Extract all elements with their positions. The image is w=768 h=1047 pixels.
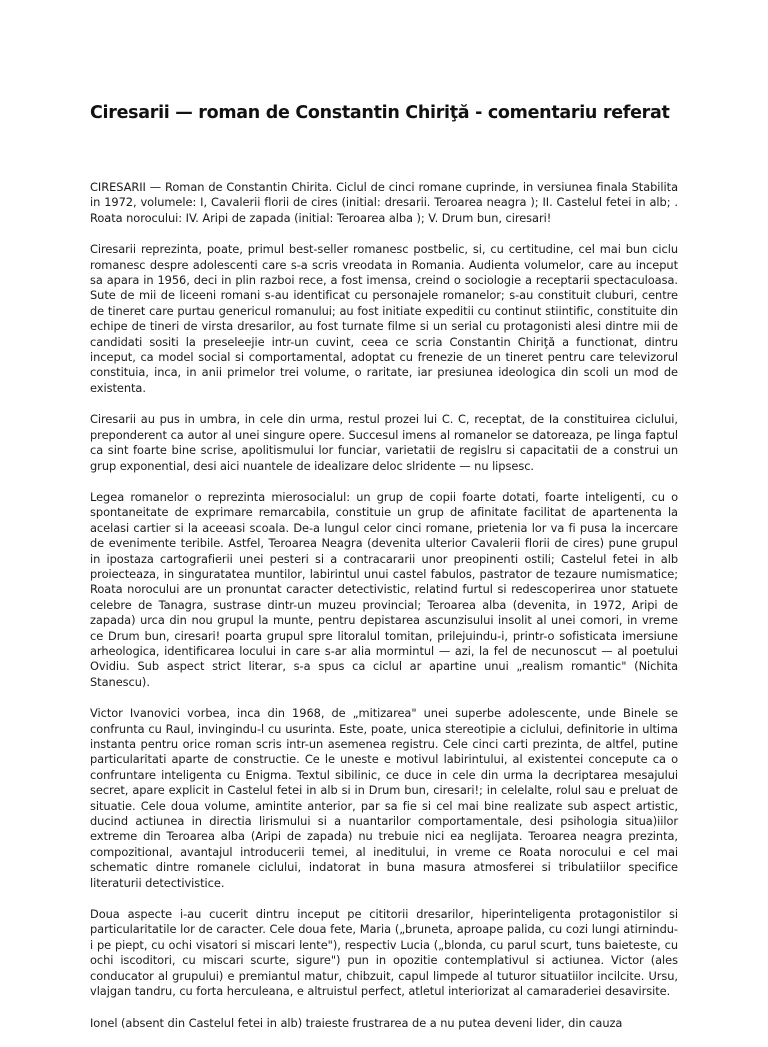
paragraph-bestseller: Ciresarii reprezinta, poate, primul best-seller romanesc postbelic, si, cu certitudine, cel mai bun ciclu romanesc despre adolescenti care s-a scris vreodata in Romania. Audienta volumelor, care au inceput sa apara in 1956, deci in plin razboi rece, a fost imensa, creind o sociologie a receptarii spectaculoasa. Sute de mii de liceeni romani s-au identificat cu personajele romanelor; s-au constituit cluburi, centre de tineret care purtau genericul romanului; au fost initiate expeditii cu continut stiintific, constituite din echipe de tineri de virsta dresarilor, au fost turnate filme si un serial cu protagonisti alesi dintre mii de candidati sositi la preseleejie intr-un cuvint, ceea ce scria Constantin Chiriţă a functionat, dintru inceput, ca model social si comportamental, adoptat cu frenezie de un tineret pentru care televizorul constituia, inca, in anii primelor trei volume, o raritate, iar presiunea ideologica din scoli un mod de existenta. — [90, 242, 678, 395]
paragraph-mitizare: Victor Ivanovici vorbea, inca din 1968, de „mitizarea" unei superbe adolescente, unde Binele se confrunta cu Raul, invingindu-l cu usurinta. Este, poate, unica stereotipie a ciclului, definitorie in ultima instanta pentru orice roman scris intr-un asemenea registru. Cele cinci carti prezinta, de altfel, putine particularitati aparte de constructie. Ce le uneste e motivul labirintului, al existentei concepute ca o confruntare inteligenta cu Enigma. Textul sibilinic, ce duce in cele din urma la decriptarea mesajului secret, apare explicit in Castelul fetei in alb si in Drum bun, ciresari!; in celelalte, rolul sau e preluat de situatie. Cele doua volume, amintite anterior, par sa fie si cel mai bine realizate sub aspect artistic, ducind actiunea in directia lirismului si a nuantarilor comportamentale, desi psihologia situa)iilor extreme din Teroarea alba (Aripi de zapada) nu trebuie nici ea neglijata. Teroarea neagra prezinta, compozitional, avantajul introducerii temei, al ineditului, in vreme ce Roata norocului e cel mai schematic dintre romanele ciclului, indatorat in buna masura atmosferei si tribulatiilor specifice literaturii detectivistice. — [90, 706, 678, 890]
paragraph-ionel: Ionel (absent din Castelul fetei in alb) traieste frustrarea de a nu putea deveni lider, din cauza — [90, 1015, 623, 1030]
page-title: Ciresarii — roman de Constantin Chiriţă - comentariu referat — [90, 103, 670, 123]
document-page — [90, 100, 678, 1047]
paragraph-microsocial: Legea romanelor o reprezinta mierosocialul: un grup de copii foarte dotati, foarte inteligenti, cu o spontaneitate de exprimare remarcabila, constituie un grup de afinitate facilitat de apartenenta la acelasi cartier si la aceeasi scoala. De-a lungul celor cinci romane, prietenia lor va fi pusa la incercare de evenimente teribile. Astfel, Teroarea Neagra (devenita ulterior Cavalerii florii de cires) pune grupul in ipostaza cartografierii unei pesteri si a contracararii unor preopinenti ostili; Castelul fetei in alb proiecteaza, in singuratatea muntilor, labirintul unui castel fabulos, pastrator de tezaure numismatice; Roata norocului are un pronuntat caracter detectivistic, relatind furtul si redescoperirea unor statuete celebre de Tanagra, sustrase dintr-un muzeu provincial; Teroarea alba (devenita, in 1972, Aripi de zapada) urca din nou grupul la munte, pentru depistarea ascunzisului insolit al unei comori, in vreme ce Drum bun, ciresari! poarta grupul spre litoralul tomitan, prilejuindu-i, printr-o sofisticata imersiune arheologica, identificarea locului in care s-ar alia mormintul — azi, la fel de necunoscut — al poetului Ovidiu. Sub aspect strict literar, s-a spus ca ciclul ar apartine unui „realism romantic" (Nichita Stanescu). — [90, 489, 678, 689]
paragraph-shadow: Ciresarii au pus in umbra, in cele din urma, restul prozei lui C. C, receptat, de Ia constituirea ciclului, preponderent ca autor al unei singure opere. Succesul imens al romanelor se datoreaza, pe linga faptul ca sint foarte bine scrise, apolitismului lor funciar, varietatii de regislru si capacitatii de a construi un grup exponential, desi aici nuantele de idealizare deloc slridente — nu lipsesc. — [90, 412, 678, 473]
paragraph-characters: Doua aspecte i-au cucerit dintru inceput pe cititorii dresarilor, hiperinteligenta protagonistilor si particularitatile lor de caracter. Cele doua fete, Maria („bruneta, aproape palida, cu cozi lungi atirnindu-i pe piept, cu ochi visatori si miscari lente"), respectiv Lucia („blonda, cu parul scurt, tuns baieteste, cu ochi iscoditori, cu miscari scurte, sigure") pun in opozitie contemplativul si actiunea. Victor (ales conducator al grupului) e premiantul matur, chibzuit, capul limpede al tuturor situatiilor incilcite. Ursu, vlajgan tandru, cu forta herculeana, e altruistul perfect, atletul interiorizat al camaraderiei desavirsite. — [90, 907, 678, 999]
paragraph-intro: CIRESARII — Roman de Constantin Chirita. Ciclul de cinci romane cuprinde, in versiunea finala Stabilita in 1972, volumele: I, Cavalerii florii de cires (initial: dresarii. Teroarea neagra ); II. Castelul fetei in alb; . Roata norocului: IV. Aripi de zapada (initial: Teroarea alba ); V. Drum bun, ciresari! — [90, 180, 678, 225]
